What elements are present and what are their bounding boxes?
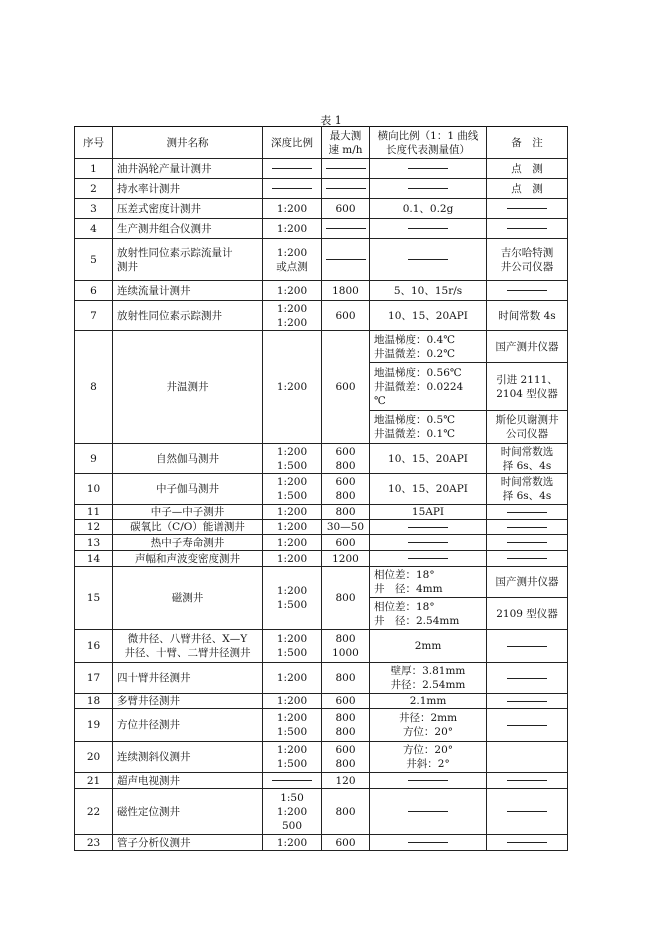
row-no: 1 bbox=[75, 159, 113, 179]
empty-dash bbox=[487, 835, 568, 851]
row-depth: 1:200 1:500 bbox=[263, 630, 322, 663]
header-note: 备 注 bbox=[487, 127, 568, 159]
row-no: 21 bbox=[75, 773, 113, 789]
row-name: 油井涡轮产量计测井 bbox=[113, 159, 263, 179]
row-name: 生产测井组合仪测井 bbox=[113, 219, 263, 239]
table-row bbox=[75, 505, 568, 520]
row-name: 中子伽马测井 bbox=[113, 474, 263, 505]
empty-dash bbox=[487, 663, 568, 694]
row-no: 5 bbox=[75, 239, 113, 281]
empty-dash bbox=[370, 520, 487, 535]
empty-dash bbox=[322, 179, 370, 199]
header-speed: 最大测 速 m/h bbox=[322, 127, 370, 159]
row-name: 放射性同位素示踪流量计 测井 bbox=[113, 239, 263, 281]
row-name: 持水率计测井 bbox=[113, 179, 263, 199]
empty-dash bbox=[370, 835, 487, 851]
table-row bbox=[75, 535, 568, 551]
empty-dash bbox=[370, 773, 487, 789]
row-depth: 1:200 bbox=[263, 835, 322, 851]
row-no: 4 bbox=[75, 219, 113, 239]
row-name: 连续测斜仪测井 bbox=[113, 742, 263, 773]
table-row bbox=[75, 219, 568, 239]
row-name: 声幅和声波变密度测井 bbox=[113, 551, 263, 567]
row-speed: 600 800 bbox=[322, 474, 370, 505]
header-horiz: 横向比例（1：1 曲线 长度代表测量值） bbox=[370, 127, 487, 159]
row-horiz: 方位：20° 井斜：2° bbox=[370, 742, 487, 773]
row-no: 12 bbox=[75, 520, 113, 535]
row-horiz: 相位差：18° 井 径：2.54mm bbox=[370, 598, 487, 630]
row-horiz: 10、15、20API bbox=[370, 301, 487, 331]
header-name: 测井名称 bbox=[113, 127, 263, 159]
row-speed: 800 1000 bbox=[322, 630, 370, 663]
table-row bbox=[75, 281, 568, 301]
row-depth: 1:200 bbox=[263, 663, 322, 694]
row-horiz: 地温梯度：0.4℃ 井温微差：0.2℃ bbox=[370, 331, 487, 363]
row-speed: 800 bbox=[322, 663, 370, 694]
row-name: 磁测井 bbox=[113, 567, 263, 630]
row-depth: 1:200 1:500 bbox=[263, 567, 322, 630]
row-speed: 600 bbox=[322, 535, 370, 551]
row-note: 国产测井仪器 bbox=[487, 331, 568, 363]
empty-dash bbox=[487, 281, 568, 301]
row-depth: 1:200 bbox=[263, 281, 322, 301]
empty-dash bbox=[370, 179, 487, 199]
row-note: 时间常数选 择 6s、4s bbox=[487, 474, 568, 505]
row-name: 放射性同位素示踪测井 bbox=[113, 301, 263, 331]
row-no: 10 bbox=[75, 474, 113, 505]
row-speed: 600 800 bbox=[322, 444, 370, 474]
table-caption: 表 1 bbox=[320, 114, 342, 127]
row-no: 22 bbox=[75, 789, 113, 835]
row-no: 15 bbox=[75, 567, 113, 630]
row-no: 23 bbox=[75, 835, 113, 851]
table-row bbox=[75, 474, 568, 505]
row-horiz: 井径：2mm 方位：20° bbox=[370, 709, 487, 742]
empty-dash bbox=[322, 159, 370, 179]
empty-dash bbox=[487, 789, 568, 835]
row-horiz: 壁厚：3.81mm 井径：2.54mm bbox=[370, 663, 487, 694]
row-speed: 600 bbox=[322, 199, 370, 219]
row-depth: 1:200 bbox=[263, 551, 322, 567]
table-row bbox=[75, 239, 568, 281]
row-speed: 600 800 bbox=[322, 742, 370, 773]
row-speed: 600 bbox=[322, 301, 370, 331]
row-horiz: 0.1、0.2g bbox=[370, 199, 487, 219]
empty-dash bbox=[370, 551, 487, 567]
table-row bbox=[75, 694, 568, 709]
row-name: 磁性定位测井 bbox=[113, 789, 263, 835]
row-depth: 1:200 bbox=[263, 331, 322, 444]
row-horiz: 10、15、20API bbox=[370, 444, 487, 474]
table-row bbox=[75, 663, 568, 694]
row-name: 中子—中子测井 bbox=[113, 505, 263, 520]
table-row bbox=[75, 630, 568, 663]
table-row bbox=[75, 567, 568, 598]
row-speed: 600 bbox=[322, 694, 370, 709]
table-row bbox=[75, 551, 568, 567]
row-no: 7 bbox=[75, 301, 113, 331]
header-seq: 序号 bbox=[75, 127, 113, 159]
empty-dash bbox=[487, 630, 568, 663]
row-depth: 1:200 bbox=[263, 694, 322, 709]
table-row bbox=[75, 520, 568, 535]
row-no: 18 bbox=[75, 694, 113, 709]
table-row bbox=[75, 199, 568, 219]
row-horiz: 15API bbox=[370, 505, 487, 520]
row-name: 自然伽马测井 bbox=[113, 444, 263, 474]
empty-dash bbox=[370, 789, 487, 835]
logging-table bbox=[74, 126, 568, 851]
row-depth: 1:200 或点测 bbox=[263, 239, 322, 281]
row-note: 点 测 bbox=[487, 159, 568, 179]
row-no: 6 bbox=[75, 281, 113, 301]
empty-cell bbox=[487, 742, 568, 773]
table-row bbox=[75, 444, 568, 474]
table-row bbox=[75, 709, 568, 742]
row-depth: 1:200 1:500 bbox=[263, 742, 322, 773]
row-horiz: 2mm bbox=[370, 630, 487, 663]
header-depth: 深度比例 bbox=[263, 127, 322, 159]
table-header-row bbox=[75, 127, 568, 159]
row-name: 碳氧比（C/O）能谱测井 bbox=[113, 520, 263, 535]
table-row bbox=[75, 742, 568, 773]
empty-dash bbox=[487, 709, 568, 742]
empty-dash bbox=[322, 219, 370, 239]
row-depth: 1:200 1:500 bbox=[263, 474, 322, 505]
row-speed: 600 bbox=[322, 331, 370, 444]
empty-dash bbox=[487, 505, 568, 520]
empty-dash bbox=[487, 199, 568, 219]
table-row bbox=[75, 301, 568, 331]
row-name: 四十臂井径测井 bbox=[113, 663, 263, 694]
row-no: 3 bbox=[75, 199, 113, 219]
row-horiz: 5、10、15r/s bbox=[370, 281, 487, 301]
table-row bbox=[75, 773, 568, 789]
empty-dash bbox=[370, 219, 487, 239]
row-horiz: 地温梯度：0.5℃ 井温微差：0.1℃ bbox=[370, 411, 487, 444]
row-name: 超声电视测井 bbox=[113, 773, 263, 789]
row-depth: 1:200 bbox=[263, 520, 322, 535]
row-note: 引进 2111、 2104 型仪器 bbox=[487, 363, 568, 411]
row-no: 9 bbox=[75, 444, 113, 474]
row-depth: 1:50 1:200 500 bbox=[263, 789, 322, 835]
table-row bbox=[75, 789, 568, 835]
row-horiz: 相位差：18° 井 径：4mm bbox=[370, 567, 487, 598]
row-name: 方位井径测井 bbox=[113, 709, 263, 742]
row-horiz: 地温梯度：0.56℃ 井温微差：0.0224 ℃ bbox=[370, 363, 487, 411]
empty-dash bbox=[263, 773, 322, 789]
row-note: 斯伦贝谢测井 公司仪器 bbox=[487, 411, 568, 444]
row-no: 11 bbox=[75, 505, 113, 520]
row-depth: 1:200 bbox=[263, 199, 322, 219]
row-name: 多臂井径测井 bbox=[113, 694, 263, 709]
row-name: 管子分析仪测井 bbox=[113, 835, 263, 851]
row-speed: 600 bbox=[322, 835, 370, 851]
row-note: 点 测 bbox=[487, 179, 568, 199]
table-row bbox=[75, 835, 568, 851]
row-speed: 1200 bbox=[322, 551, 370, 567]
row-name: 微井径、八臂井径、X—Y 井径、十臂、二臂井径测井 bbox=[113, 630, 263, 663]
row-depth: 1:200 bbox=[263, 219, 322, 239]
empty-dash bbox=[487, 694, 568, 709]
row-speed: 30—50 bbox=[322, 520, 370, 535]
row-note: 国产测井仪器 bbox=[487, 567, 568, 598]
row-depth: 1:200 1:500 bbox=[263, 709, 322, 742]
row-depth: 1:200 1:500 bbox=[263, 444, 322, 474]
empty-dash bbox=[487, 219, 568, 239]
empty-dash bbox=[487, 773, 568, 789]
row-depth: 1:200 bbox=[263, 535, 322, 551]
row-horiz: 10、15、20API bbox=[370, 474, 487, 505]
row-name: 井温测井 bbox=[113, 331, 263, 444]
row-speed: 800 bbox=[322, 505, 370, 520]
row-speed: 1800 bbox=[322, 281, 370, 301]
row-no: 17 bbox=[75, 663, 113, 694]
table-row bbox=[75, 179, 568, 199]
row-no: 19 bbox=[75, 709, 113, 742]
row-no: 8 bbox=[75, 331, 113, 444]
row-name: 连续流量计测井 bbox=[113, 281, 263, 301]
table-row bbox=[75, 331, 568, 363]
row-speed: 800 800 bbox=[322, 709, 370, 742]
row-name: 热中子寿命测井 bbox=[113, 535, 263, 551]
empty-dash bbox=[263, 159, 322, 179]
row-depth: 1:200 bbox=[263, 505, 322, 520]
row-name: 压差式密度计测井 bbox=[113, 199, 263, 219]
row-horiz: 2.1mm bbox=[370, 694, 487, 709]
row-depth: 1:200 1:200 bbox=[263, 301, 322, 331]
table-row bbox=[75, 159, 568, 179]
row-no: 2 bbox=[75, 179, 113, 199]
row-no: 14 bbox=[75, 551, 113, 567]
empty-dash bbox=[370, 159, 487, 179]
empty-dash bbox=[370, 239, 487, 281]
row-note: 时间常数 4s bbox=[487, 301, 568, 331]
empty-dash bbox=[487, 535, 568, 551]
row-no: 13 bbox=[75, 535, 113, 551]
row-note: 吉尔哈特测 井公司仪器 bbox=[487, 239, 568, 281]
row-speed: 800 bbox=[322, 789, 370, 835]
row-speed: 800 bbox=[322, 567, 370, 630]
row-speed: 120 bbox=[322, 773, 370, 789]
empty-dash bbox=[263, 179, 322, 199]
empty-dash bbox=[322, 239, 370, 281]
row-note: 时间常数选 择 6s、4s bbox=[487, 444, 568, 474]
row-note: 2109 型仪器 bbox=[487, 598, 568, 630]
row-no: 20 bbox=[75, 742, 113, 773]
empty-dash bbox=[487, 520, 568, 535]
row-no: 16 bbox=[75, 630, 113, 663]
empty-dash bbox=[370, 535, 487, 551]
empty-dash bbox=[487, 551, 568, 567]
